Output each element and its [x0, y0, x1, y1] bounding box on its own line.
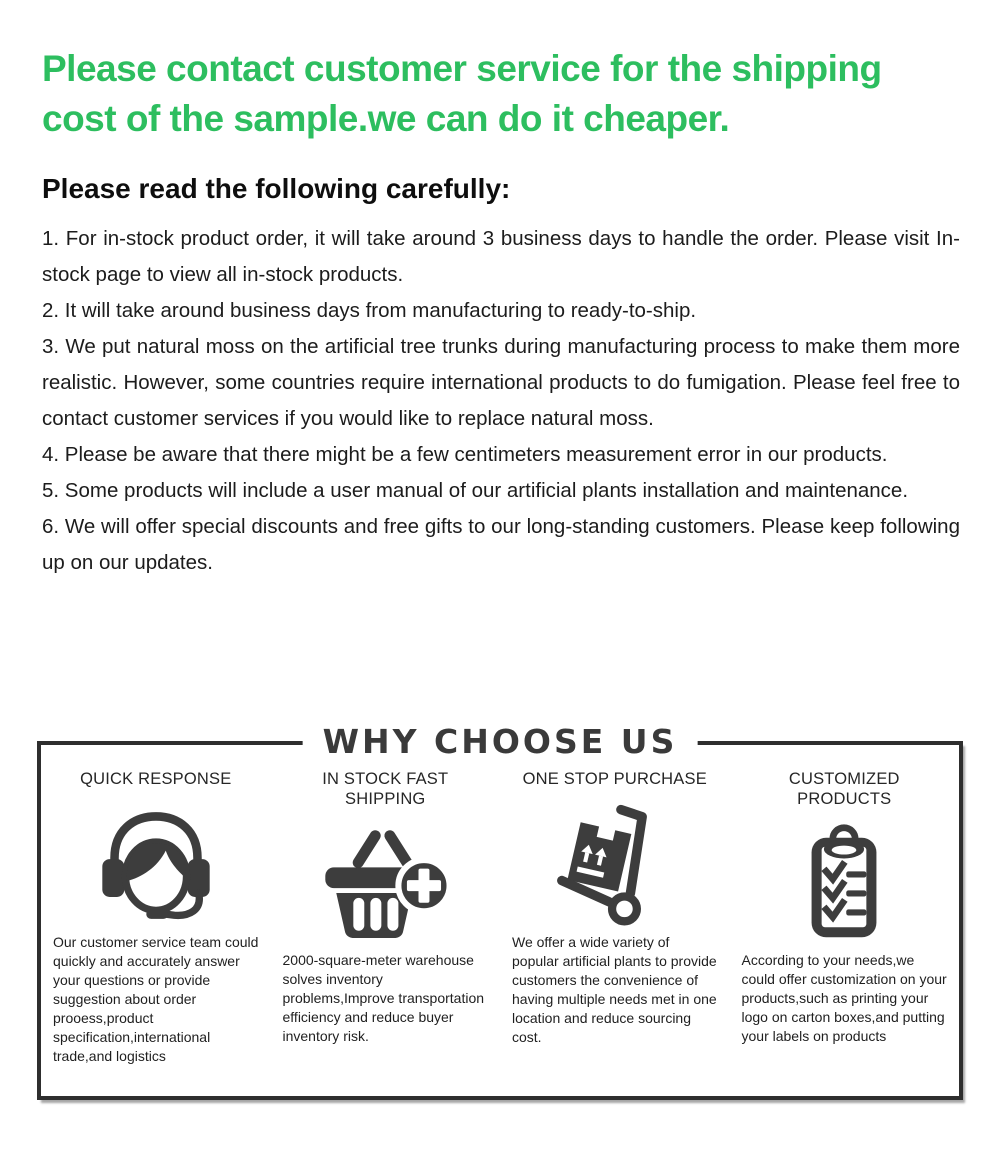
note-item-1: 1. For in-stock product order, it will take around 3 business days to handle the order. Please visit In-stock page to view all in-stock products. — [42, 227, 960, 286]
feature-column-one-stop — [500, 769, 730, 1096]
note-item-6: 6. We will offer special discounts and free gifts to our long-standing customers. Please keep following up on our updates. — [42, 515, 960, 574]
notes-heading: Please read the following carefully: — [42, 173, 511, 204]
feature-column-customized — [730, 769, 960, 1096]
feature-columns — [41, 745, 959, 1096]
feature-description: Our customer service team could quickly and accurately answer your questions or provide suggestion about order prooess,product specification,international trade,and logistics — [53, 934, 259, 1064]
customer-service-headset-icon — [53, 795, 259, 933]
note-item-2: 2. It will take around business days from manufacturing to ready-to-ship. — [42, 299, 697, 322]
note-item-3: 3. We put natural moss on the artificial tree trunks during manufacturing process to make them more realistic. However, some countries require international products to do fumigation. Please feel free to contact customer services if you would like to replace natural moss. — [42, 335, 960, 430]
note-item-4: 4. Please be aware that there might be a few centimeters measurement error in our products. — [42, 443, 888, 466]
promo-banner — [42, 44, 972, 144]
why-choose-us-box — [37, 722, 963, 1100]
note-item-5: 5. Some products will include a user manual of our artificial plants installation and maintenance. — [42, 479, 909, 502]
feature-heading: IN STOCK FAST SHIPPING — [322, 770, 449, 808]
feature-heading: QUICK RESPONSE — [80, 770, 232, 788]
promo-banner-line-1: Please contact customer service for the shipping — [42, 48, 882, 89]
clipboard-checklist-icon — [742, 813, 948, 951]
promo-banner-line-2: cost of the sample.we can do it cheaper. — [42, 98, 730, 139]
feature-column-quick-response — [41, 769, 271, 1096]
feature-description: 2000-square-meter warehouse solves inventory problems,Improve transportation efficiency and reduce buyer inventory risk. — [282, 952, 485, 1044]
feature-description: According to your needs,we could offer customization on your products,such as printing your logo on carton boxes,and putting your labels on products — [741, 952, 947, 1044]
hand-truck-icon — [512, 795, 718, 933]
feature-description: We offer a wide variety of popular artificial plants to provide customers the convenience of having multiple needs met in one location and reduce sourcing cost. — [512, 934, 717, 1045]
feature-heading: CUSTOMIZED PRODUCTS — [788, 770, 900, 808]
feature-heading: ONE STOP PURCHASE — [522, 770, 707, 788]
why-choose-us-title: WHY CHOOSE US — [303, 719, 698, 765]
feature-column-fast-shipping — [271, 769, 501, 1096]
shopping-basket-plus-icon — [283, 813, 489, 951]
notes-list — [42, 221, 960, 581]
